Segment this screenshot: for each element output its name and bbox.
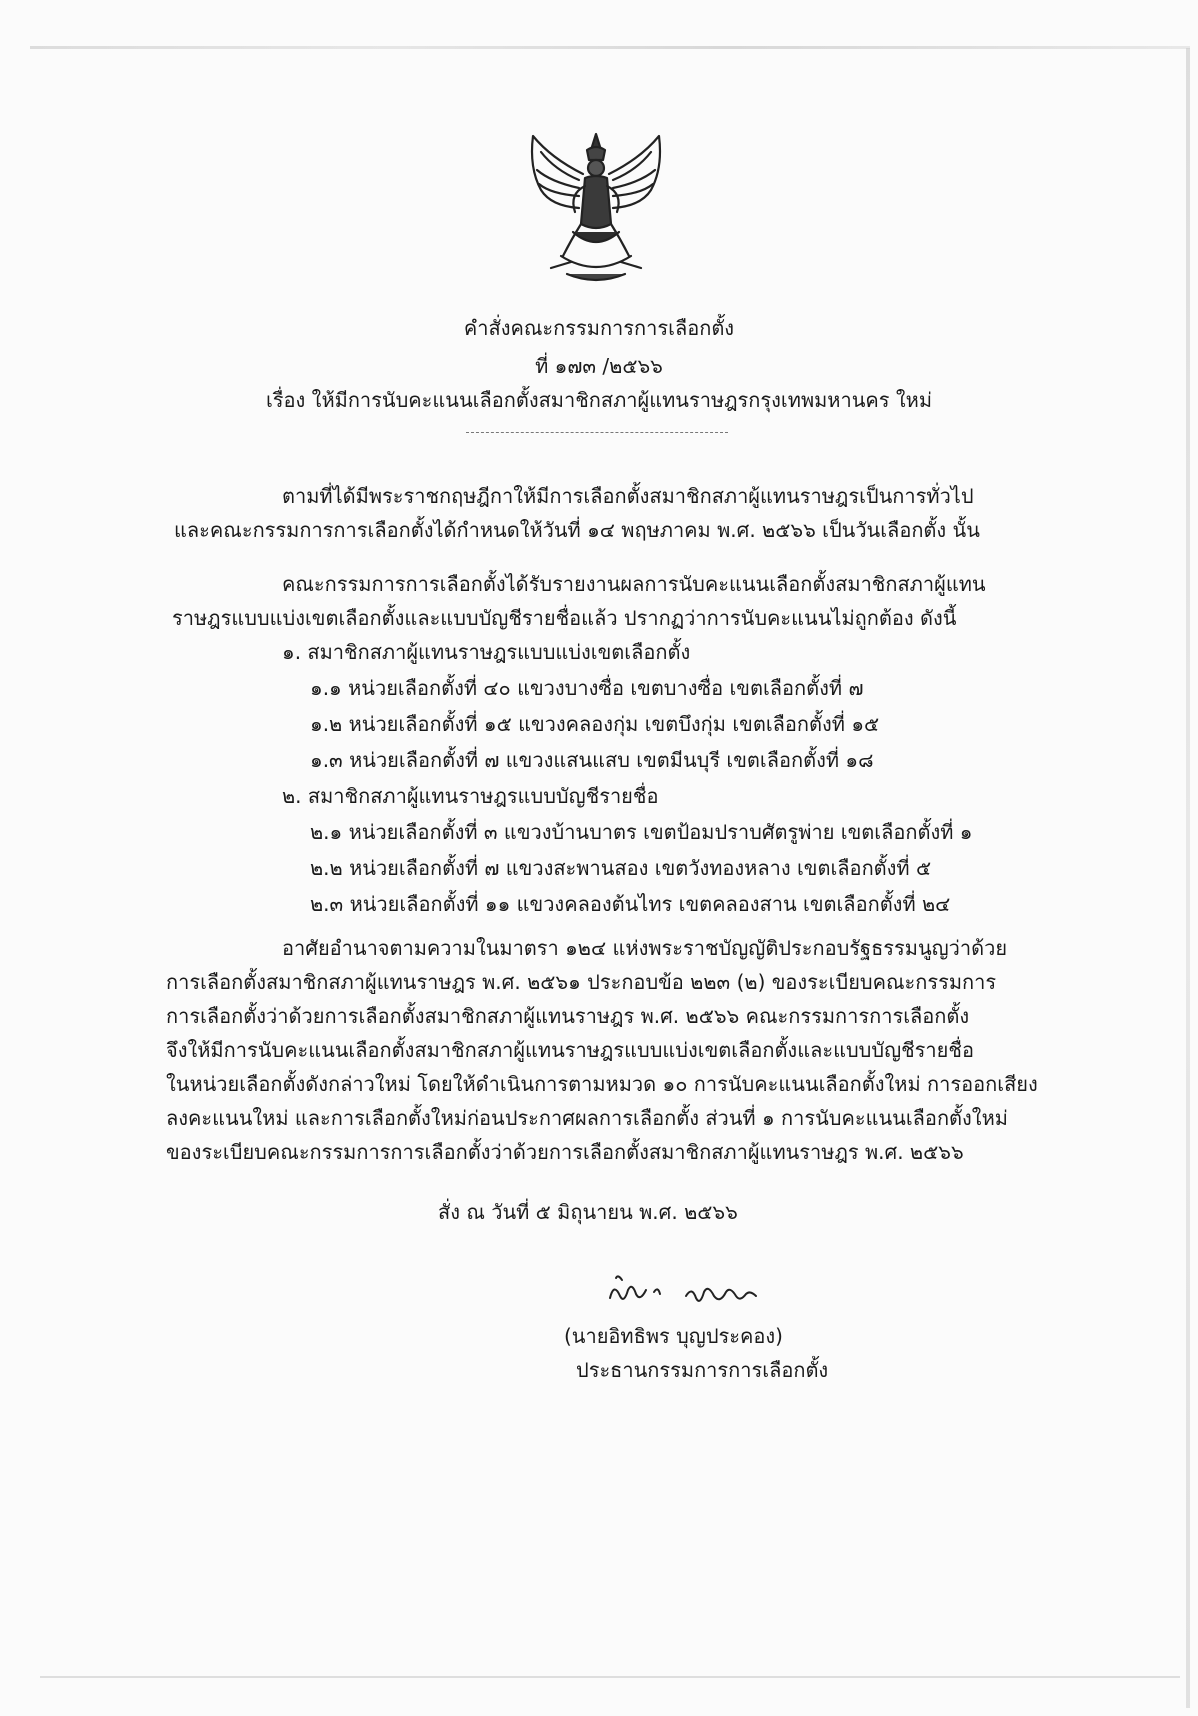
order-number: ที่ ๑๗๓ /๒๕๖๖ bbox=[535, 354, 663, 378]
para3-line4: จึงให้มีการนับคะแนนเลือกตั้งสมาชิกสภาผู้แทนราษฎรแบบแบ่งเขตเลือกตั้งและแบบบัญชีรายชื่อ bbox=[166, 1038, 974, 1062]
list-item: ๑. สมาชิกสภาผู้แทนราษฎรแบบแบ่งเขตเลือกตั้ง bbox=[282, 640, 691, 664]
para3-line6: ลงคะแนนใหม่ และการเลือกตั้งใหม่ก่อนประกาศผลการเลือกตั้ง ส่วนที่ ๑ การนับคะแนนเลือกตั้งใหม่ bbox=[166, 1106, 1008, 1130]
para2-line2: ราษฎรแบบแบ่งเขตเลือกตั้งและแบบบัญชีรายชื่อแล้ว ปรากฏว่าการนับคะแนนไม่ถูกต้อง ดังนี้ bbox=[172, 606, 957, 630]
para1-line1: ตามที่ได้มีพระราชกฤษฎีกาให้มีการเลือกตั้งสมาชิกสภาผู้แทนราษฎรเป็นการทั่วไป bbox=[282, 484, 974, 508]
title-divider bbox=[466, 432, 728, 433]
scan-edge-top bbox=[30, 46, 1190, 49]
handwritten-signature bbox=[600, 1268, 800, 1312]
list-item: ๑.๒ หน่วยเลือกตั้งที่ ๑๕ แขวงคลองกุ่ม เขตบึงกุ่ม เขตเลือกตั้งที่ ๑๕ bbox=[310, 712, 880, 736]
order-subject: เรื่อง ให้มีการนับคะแนนเลือกตั้งสมาชิกสภาผู้แทนราษฎรกรุงเทพมหานคร ใหม่ bbox=[265, 388, 933, 412]
list-item: ๑.๑ หน่วยเลือกตั้งที่ ๔๐ แขวงบางซื่อ เขตบางซื่อ เขตเลือกตั้งที่ ๗ bbox=[310, 676, 864, 700]
list-item: ๒.๒ หน่วยเลือกตั้งที่ ๗ แขวงสะพานสอง เขตวังทองหลาง เขตเลือกตั้งที่ ๕ bbox=[310, 856, 932, 880]
list-item: ๒. สมาชิกสภาผู้แทนราษฎรแบบบัญชีรายชื่อ bbox=[282, 784, 659, 808]
para3-line7: ของระเบียบคณะกรรมการการเลือกตั้งว่าด้วยการเลือกตั้งสมาชิกสภาผู้แทนราษฎร พ.ศ. ๒๕๖๖ bbox=[166, 1140, 964, 1164]
para1-line2: และคณะกรรมการการเลือกตั้งได้กำหนดให้วันที่ ๑๔ พฤษภาคม พ.ศ. ๒๕๖๖ เป็นวันเลือกตั้ง นั้น bbox=[174, 518, 980, 542]
signer-title: ประธานกรรมการการเลือกตั้ง bbox=[576, 1358, 829, 1382]
para3-line1: อาศัยอำนาจตามความในมาตรา ๑๒๔ แห่งพระราชบัญญัติประกอบรัฐธรรมนูญว่าด้วย bbox=[282, 936, 1008, 960]
list-item: ๒.๓ หน่วยเลือกตั้งที่ ๑๑ แขวงคลองต้นไทร เขตคลองสาน เขตเลือกตั้งที่ ๒๔ bbox=[310, 892, 951, 916]
order-title: คำสั่งคณะกรรมการการเลือกตั้ง bbox=[463, 316, 735, 340]
para3-line3: การเลือกตั้งว่าด้วยการเลือกตั้งสมาชิกสภาผู้แทนราษฎร พ.ศ. ๒๕๖๖ คณะกรรมการการเลือกตั้ง bbox=[166, 1004, 970, 1028]
para3-line2: การเลือกตั้งสมาชิกสภาผู้แทนราษฎร พ.ศ. ๒๕๖๑ ประกอบข้อ ๒๒๓ (๒) ของระเบียบคณะกรรมการ bbox=[166, 970, 997, 994]
para2-line1: คณะกรรมการการเลือกตั้งได้รับรายงานผลการนับคะแนนเลือกตั้งสมาชิกสภาผู้แทน bbox=[282, 572, 986, 596]
list-item: ๒.๑ หน่วยเลือกตั้งที่ ๓ แขวงบ้านบาตร เขตป้อมปราบศัตรูพ่าย เขตเลือกตั้งที่ ๑ bbox=[310, 820, 973, 844]
scan-edge-bottom bbox=[40, 1676, 1180, 1678]
signer-name: (นายอิทธิพร บุญประคอง) bbox=[564, 1324, 783, 1348]
list-item: ๑.๓ หน่วยเลือกตั้งที่ ๗ แขวงแสนแสบ เขตมีนบุรี เขตเลือกตั้งที่ ๑๘ bbox=[310, 748, 874, 772]
date-line: สั่ง ณ วันที่ ๕ มิถุนายน พ.ศ. ๒๕๖๖ bbox=[438, 1200, 738, 1224]
garuda-emblem-icon bbox=[521, 128, 671, 288]
para3-line5: ในหน่วยเลือกตั้งดังกล่าวใหม่ โดยให้ดำเนินการตามหมวด ๑๐ การนับคะแนนเลือกตั้งใหม่ การออกเสียง bbox=[166, 1072, 1038, 1096]
scan-edge-right bbox=[1186, 48, 1190, 1708]
